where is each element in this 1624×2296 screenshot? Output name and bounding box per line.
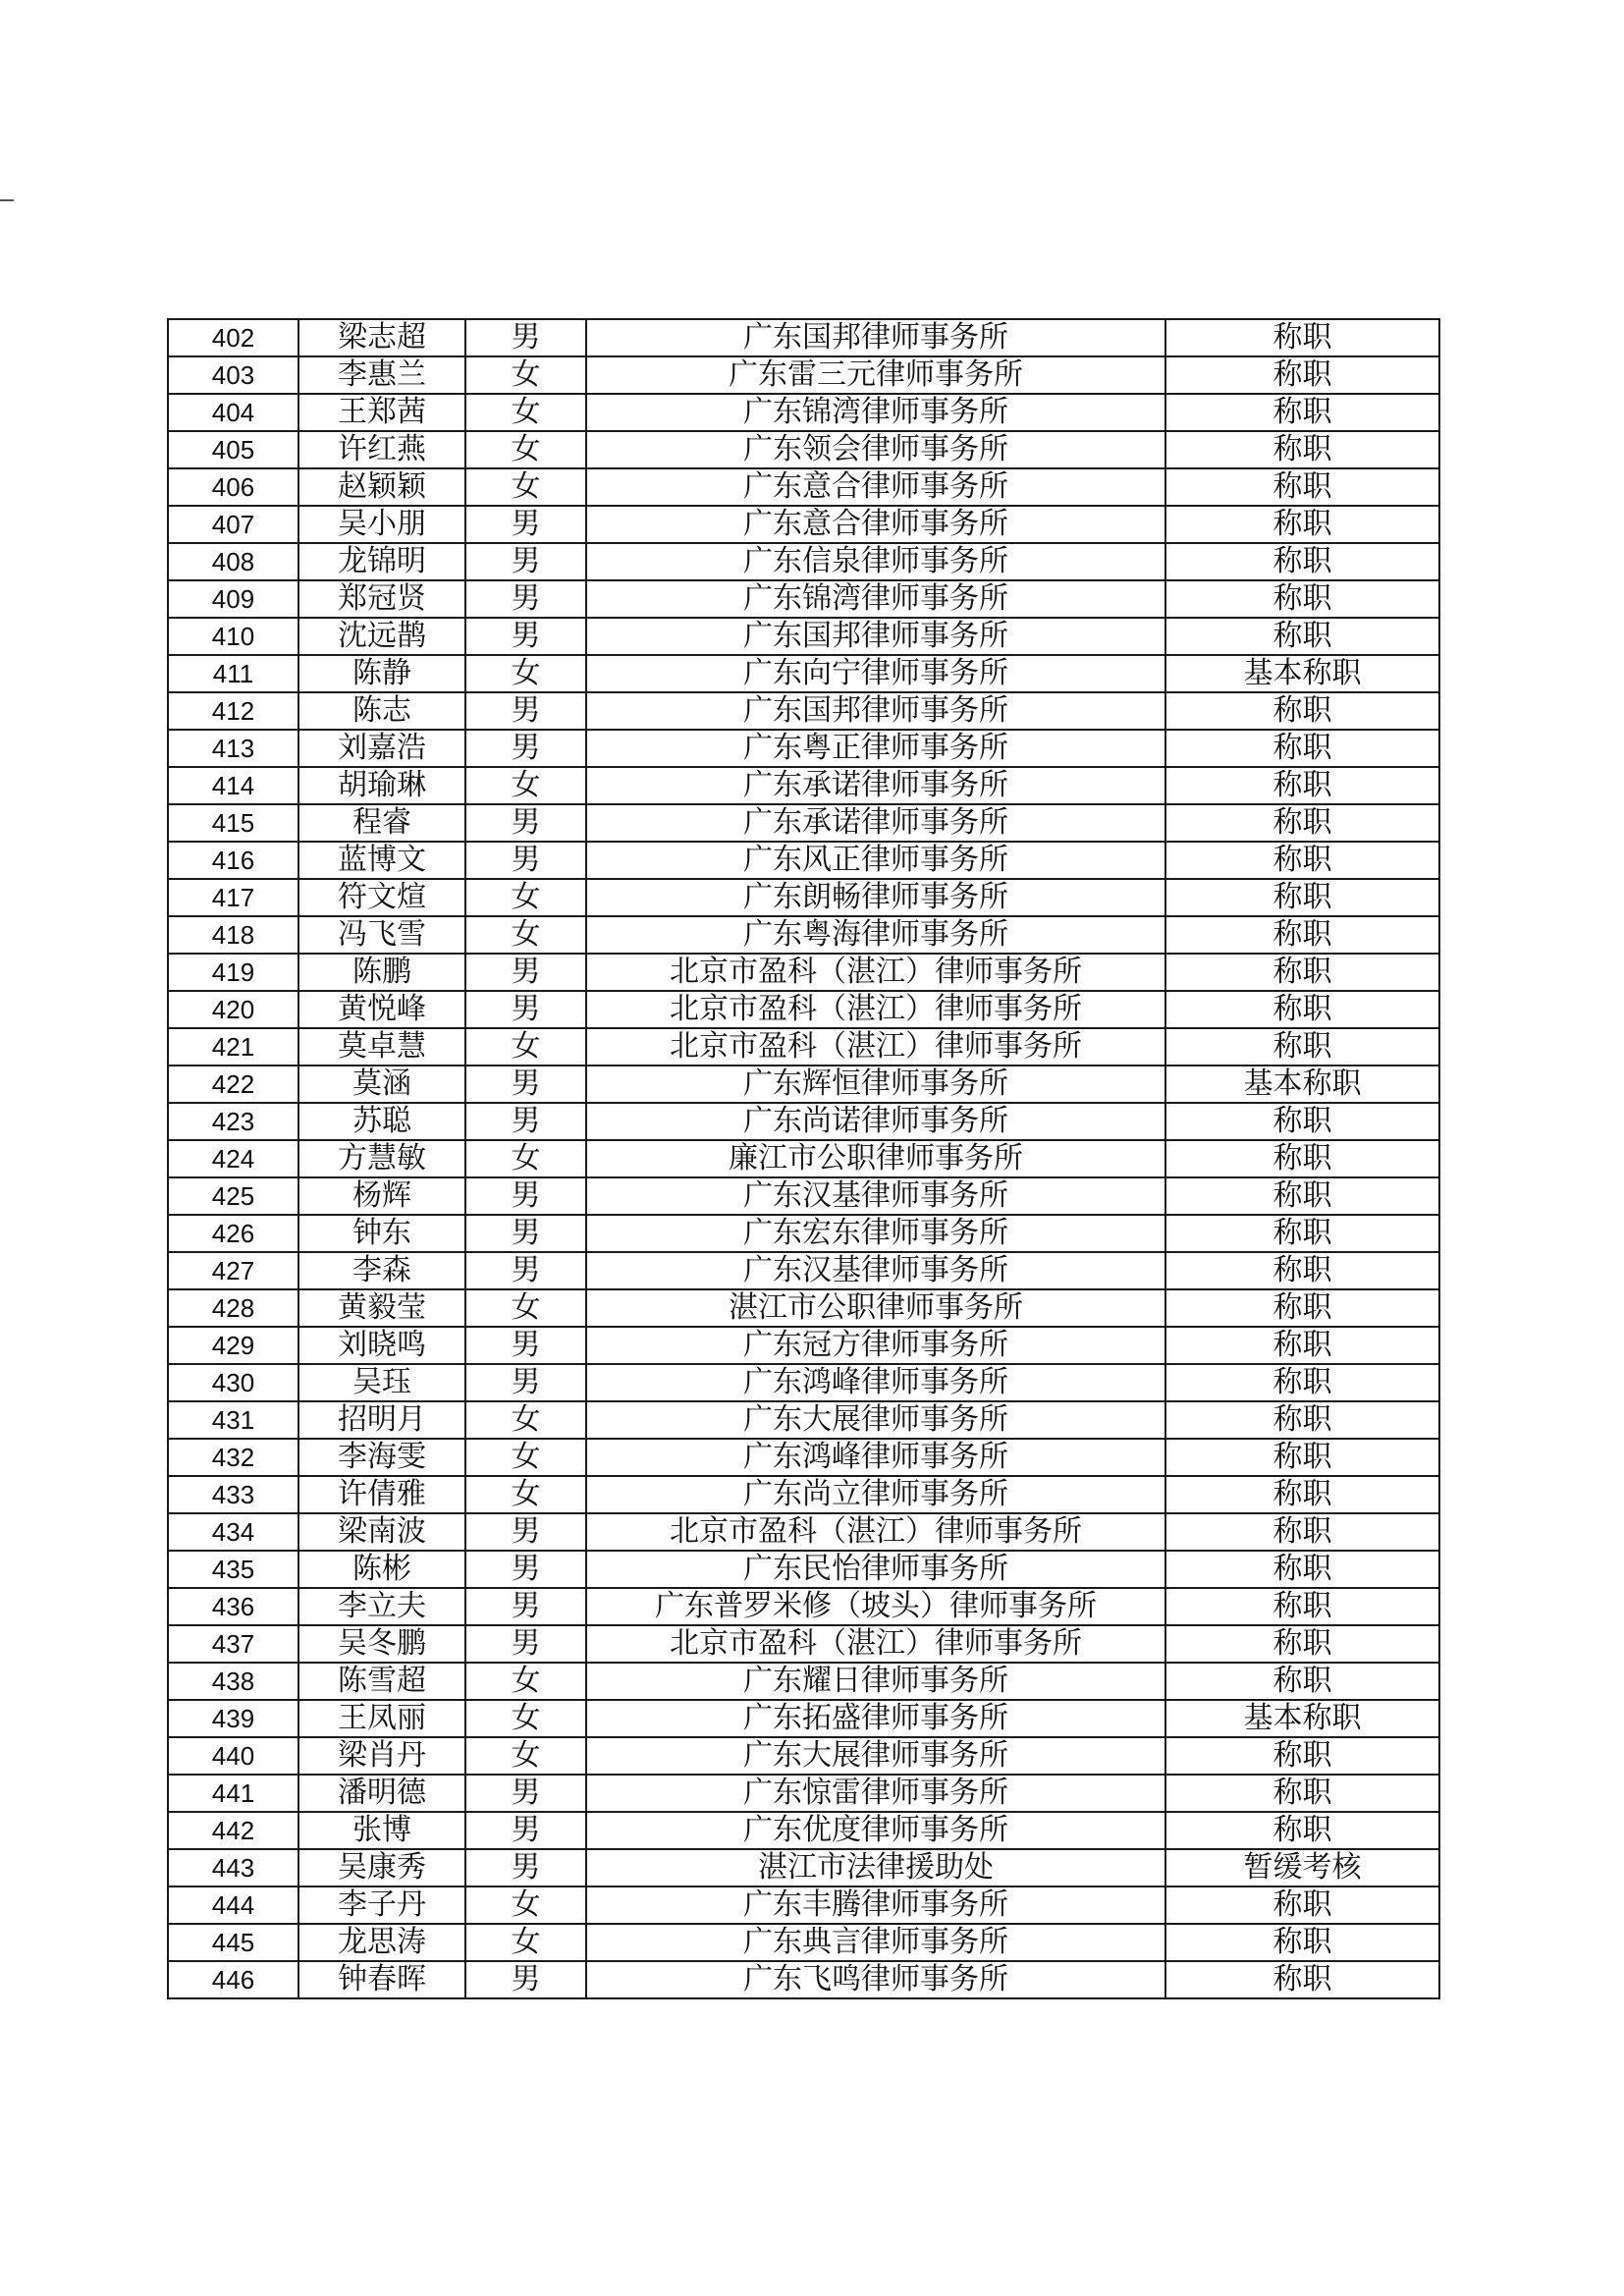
gender-cell: 男: [465, 618, 586, 655]
assessment-result-cell: 称职: [1165, 842, 1439, 879]
row-number-cell: 439: [168, 1700, 298, 1737]
gender-cell: 男: [465, 1961, 586, 1998]
row-number-cell: 422: [168, 1066, 298, 1103]
row-number-cell: 433: [168, 1476, 298, 1513]
table-row: [168, 1066, 1439, 1103]
table-body: [168, 319, 1439, 1998]
row-number-cell: 405: [168, 431, 298, 468]
name-cell: 张博: [298, 1812, 465, 1849]
name-cell: 钟春晖: [298, 1961, 465, 1998]
name-cell: 苏聪: [298, 1103, 465, 1140]
law-firm-cell: 广东雷三元律师事务所: [586, 356, 1165, 394]
gender-cell: 男: [465, 1215, 586, 1252]
row-number-cell: 438: [168, 1663, 298, 1700]
assessment-result-cell: 称职: [1165, 1439, 1439, 1476]
name-cell: 李森: [298, 1252, 465, 1289]
name-cell: 郑冠贤: [298, 580, 465, 618]
assessment-result-cell: 称职: [1165, 1140, 1439, 1177]
law-firm-cell: 广东宏东律师事务所: [586, 1215, 1165, 1252]
assessment-result-cell: 称职: [1165, 1252, 1439, 1289]
row-number-cell: 403: [168, 356, 298, 394]
name-cell: 潘明德: [298, 1775, 465, 1812]
name-cell: 梁肖丹: [298, 1737, 465, 1775]
row-number-cell: 428: [168, 1289, 298, 1327]
gender-cell: 女: [465, 468, 586, 506]
table-row: [168, 1140, 1439, 1177]
gender-cell: 男: [465, 804, 586, 842]
gender-cell: 男: [465, 1588, 586, 1625]
name-cell: 刘嘉浩: [298, 730, 465, 767]
law-firm-cell: 广东大展律师事务所: [586, 1737, 1165, 1775]
name-cell: 刘晓鸣: [298, 1327, 465, 1364]
table-row: [168, 1215, 1439, 1252]
name-cell: 黄毅莹: [298, 1289, 465, 1327]
assessment-result-cell: 称职: [1165, 1775, 1439, 1812]
gender-cell: 男: [465, 543, 586, 580]
law-firm-cell: 北京市盈科（湛江）律师事务所: [586, 1028, 1165, 1066]
table-row: [168, 319, 1439, 356]
law-firm-cell: 广东国邦律师事务所: [586, 319, 1165, 356]
gender-cell: 女: [465, 1886, 586, 1924]
table-row: [168, 618, 1439, 655]
gender-cell: 女: [465, 1140, 586, 1177]
name-cell: 陈雪超: [298, 1663, 465, 1700]
table-row: [168, 1961, 1439, 1998]
law-firm-cell: 广东尚诺律师事务所: [586, 1103, 1165, 1140]
assessment-result-cell: 称职: [1165, 1401, 1439, 1439]
row-number-cell: 408: [168, 543, 298, 580]
law-firm-cell: 广东意合律师事务所: [586, 506, 1165, 543]
gender-cell: 女: [465, 1737, 586, 1775]
row-number-cell: 409: [168, 580, 298, 618]
assessment-result-cell: 称职: [1165, 1215, 1439, 1252]
gender-cell: 男: [465, 842, 586, 879]
gender-cell: 女: [465, 655, 586, 692]
name-cell: 莫涵: [298, 1066, 465, 1103]
gender-cell: 男: [465, 1513, 586, 1551]
law-firm-cell: 北京市盈科（湛江）律师事务所: [586, 1625, 1165, 1663]
gender-cell: 男: [465, 1364, 586, 1401]
row-number-cell: 429: [168, 1327, 298, 1364]
table-row: [168, 842, 1439, 879]
gender-cell: 男: [465, 1551, 586, 1588]
name-cell: 许红燕: [298, 431, 465, 468]
law-firm-cell: 广东飞鸣律师事务所: [586, 1961, 1165, 1998]
row-number-cell: 435: [168, 1551, 298, 1588]
row-number-cell: 419: [168, 954, 298, 991]
table-row: [168, 1812, 1439, 1849]
assessment-result-cell: 基本称职: [1165, 1700, 1439, 1737]
row-number-cell: 416: [168, 842, 298, 879]
gender-cell: 男: [465, 1812, 586, 1849]
table-row: [168, 1401, 1439, 1439]
assessment-result-cell: 称职: [1165, 1812, 1439, 1849]
table-row: [168, 954, 1439, 991]
law-firm-cell: 广东鸿峰律师事务所: [586, 1439, 1165, 1476]
table-row: [168, 1737, 1439, 1775]
law-firm-cell: 廉江市公职律师事务所: [586, 1140, 1165, 1177]
table-row: [168, 1551, 1439, 1588]
gender-cell: 女: [465, 1663, 586, 1700]
law-firm-cell: 广东信泉律师事务所: [586, 543, 1165, 580]
law-firm-cell: 湛江市法律援助处: [586, 1849, 1165, 1886]
table-row: [168, 1625, 1439, 1663]
law-firm-cell: 广东朗畅律师事务所: [586, 879, 1165, 916]
assessment-result-cell: 称职: [1165, 1886, 1439, 1924]
name-cell: 陈彬: [298, 1551, 465, 1588]
row-number-cell: 404: [168, 394, 298, 431]
law-firm-cell: 广东丰腾律师事务所: [586, 1886, 1165, 1924]
assessment-result-cell: 称职: [1165, 1177, 1439, 1215]
row-number-cell: 440: [168, 1737, 298, 1775]
assessment-result-cell: 称职: [1165, 356, 1439, 394]
gender-cell: 女: [465, 394, 586, 431]
assessment-result-cell: 称职: [1165, 1327, 1439, 1364]
row-number-cell: 427: [168, 1252, 298, 1289]
law-firm-cell: 北京市盈科（湛江）律师事务所: [586, 991, 1165, 1028]
table-row: [168, 1103, 1439, 1140]
law-firm-cell: 北京市盈科（湛江）律师事务所: [586, 954, 1165, 991]
table-row: [168, 1476, 1439, 1513]
table-row: [168, 394, 1439, 431]
gender-cell: 女: [465, 1700, 586, 1737]
name-cell: 吴康秀: [298, 1849, 465, 1886]
law-firm-cell: 广东国邦律师事务所: [586, 618, 1165, 655]
name-cell: 程睿: [298, 804, 465, 842]
name-cell: 沈远鹊: [298, 618, 465, 655]
table-row: [168, 1252, 1439, 1289]
assessment-result-cell: 称职: [1165, 1364, 1439, 1401]
assessment-result-cell: 称职: [1165, 468, 1439, 506]
row-number-cell: 410: [168, 618, 298, 655]
table-row: [168, 1588, 1439, 1625]
name-cell: 陈志: [298, 692, 465, 730]
law-firm-cell: 广东鸿峰律师事务所: [586, 1364, 1165, 1401]
gender-cell: 男: [465, 580, 586, 618]
law-firm-cell: 广东民怡律师事务所: [586, 1551, 1165, 1588]
gender-cell: 女: [465, 1476, 586, 1513]
table-row: [168, 916, 1439, 954]
row-number-cell: 412: [168, 692, 298, 730]
table-row: [168, 804, 1439, 842]
name-cell: 吴小朋: [298, 506, 465, 543]
table-row: [168, 1513, 1439, 1551]
row-number-cell: 441: [168, 1775, 298, 1812]
table-row: [168, 1439, 1439, 1476]
assessment-result-cell: 称职: [1165, 618, 1439, 655]
name-cell: 李惠兰: [298, 356, 465, 394]
table-row: [168, 1700, 1439, 1737]
assessment-result-cell: 称职: [1165, 394, 1439, 431]
table-row: [168, 580, 1439, 618]
law-firm-cell: 湛江市公职律师事务所: [586, 1289, 1165, 1327]
row-number-cell: 444: [168, 1886, 298, 1924]
row-number-cell: 424: [168, 1140, 298, 1177]
table-row: [168, 468, 1439, 506]
assessment-result-cell: 称职: [1165, 991, 1439, 1028]
law-firm-cell: 广东辉恒律师事务所: [586, 1066, 1165, 1103]
gender-cell: 女: [465, 1028, 586, 1066]
row-number-cell: 425: [168, 1177, 298, 1215]
assessment-result-cell: 称职: [1165, 1476, 1439, 1513]
margin-tick-mark: [0, 199, 14, 201]
law-firm-cell: 广东普罗米修（坡头）律师事务所: [586, 1588, 1165, 1625]
law-firm-cell: 广东承诺律师事务所: [586, 767, 1165, 804]
assessment-result-cell: 称职: [1165, 1924, 1439, 1961]
row-number-cell: 442: [168, 1812, 298, 1849]
assessment-result-cell: 称职: [1165, 431, 1439, 468]
table-row: [168, 1924, 1439, 1961]
assessment-result-cell: 称职: [1165, 804, 1439, 842]
assessment-result-cell: 称职: [1165, 1961, 1439, 1998]
table-row: [168, 1364, 1439, 1401]
name-cell: 许倩雅: [298, 1476, 465, 1513]
gender-cell: 男: [465, 692, 586, 730]
gender-cell: 男: [465, 506, 586, 543]
law-firm-cell: 广东耀日律师事务所: [586, 1663, 1165, 1700]
name-cell: 梁志超: [298, 319, 465, 356]
name-cell: 赵颖颖: [298, 468, 465, 506]
table-row: [168, 991, 1439, 1028]
law-firm-cell: 广东优度律师事务所: [586, 1812, 1165, 1849]
gender-cell: 男: [465, 954, 586, 991]
gender-cell: 男: [465, 1177, 586, 1215]
assessment-result-cell: 基本称职: [1165, 655, 1439, 692]
row-number-cell: 402: [168, 319, 298, 356]
gender-cell: 男: [465, 1327, 586, 1364]
gender-cell: 女: [465, 431, 586, 468]
name-cell: 龙锦明: [298, 543, 465, 580]
assessment-result-cell: 称职: [1165, 1551, 1439, 1588]
assessment-result-cell: 称职: [1165, 692, 1439, 730]
table-row: [168, 767, 1439, 804]
assessment-result-cell: 称职: [1165, 506, 1439, 543]
law-firm-cell: 北京市盈科（湛江）律师事务所: [586, 1513, 1165, 1551]
assessment-result-cell: 称职: [1165, 1737, 1439, 1775]
assessment-result-cell: 称职: [1165, 730, 1439, 767]
assessment-result-cell: 称职: [1165, 1028, 1439, 1066]
name-cell: 王郑茜: [298, 394, 465, 431]
law-firm-cell: 广东典言律师事务所: [586, 1924, 1165, 1961]
name-cell: 吴珏: [298, 1364, 465, 1401]
name-cell: 黄悦峰: [298, 991, 465, 1028]
assessment-result-cell: 称职: [1165, 580, 1439, 618]
name-cell: 冯飞雪: [298, 916, 465, 954]
table-row: [168, 543, 1439, 580]
law-firm-cell: 广东承诺律师事务所: [586, 804, 1165, 842]
assessment-result-cell: 称职: [1165, 543, 1439, 580]
assessment-result-cell: 称职: [1165, 1289, 1439, 1327]
assessment-result-cell: 称职: [1165, 1625, 1439, 1663]
row-number-cell: 420: [168, 991, 298, 1028]
assessment-result-cell: 基本称职: [1165, 1066, 1439, 1103]
name-cell: 蓝博文: [298, 842, 465, 879]
law-firm-cell: 广东国邦律师事务所: [586, 692, 1165, 730]
gender-cell: 男: [465, 1252, 586, 1289]
row-number-cell: 418: [168, 916, 298, 954]
row-number-cell: 413: [168, 730, 298, 767]
gender-cell: 女: [465, 356, 586, 394]
name-cell: 陈静: [298, 655, 465, 692]
table-row: [168, 879, 1439, 916]
law-firm-cell: 广东粤海律师事务所: [586, 916, 1165, 954]
table-row: [168, 1849, 1439, 1886]
name-cell: 杨辉: [298, 1177, 465, 1215]
name-cell: 梁南波: [298, 1513, 465, 1551]
law-firm-cell: 广东拓盛律师事务所: [586, 1700, 1165, 1737]
gender-cell: 女: [465, 879, 586, 916]
table-row: [168, 506, 1439, 543]
law-firm-cell: 广东大展律师事务所: [586, 1401, 1165, 1439]
table-row: [168, 431, 1439, 468]
law-firm-cell: 广东惊雷律师事务所: [586, 1775, 1165, 1812]
law-firm-cell: 广东汉基律师事务所: [586, 1252, 1165, 1289]
name-cell: 胡瑜琳: [298, 767, 465, 804]
row-number-cell: 414: [168, 767, 298, 804]
law-firm-cell: 广东汉基律师事务所: [586, 1177, 1165, 1215]
gender-cell: 男: [465, 730, 586, 767]
row-number-cell: 443: [168, 1849, 298, 1886]
assessment-result-cell: 暂缓考核: [1165, 1849, 1439, 1886]
row-number-cell: 426: [168, 1215, 298, 1252]
lawyer-assessment-table: [167, 318, 1440, 1999]
gender-cell: 女: [465, 916, 586, 954]
gender-cell: 女: [465, 1439, 586, 1476]
table-row: [168, 356, 1439, 394]
table-row: [168, 692, 1439, 730]
gender-cell: 男: [465, 1625, 586, 1663]
name-cell: 李立夫: [298, 1588, 465, 1625]
table-row: [168, 1289, 1439, 1327]
gender-cell: 女: [465, 1924, 586, 1961]
law-firm-cell: 广东向宁律师事务所: [586, 655, 1165, 692]
assessment-result-cell: 称职: [1165, 1513, 1439, 1551]
name-cell: 龙思涛: [298, 1924, 465, 1961]
name-cell: 陈鹏: [298, 954, 465, 991]
table-row: [168, 1775, 1439, 1812]
assessment-result-cell: 称职: [1165, 916, 1439, 954]
table-row: [168, 730, 1439, 767]
name-cell: 莫卓慧: [298, 1028, 465, 1066]
assessment-result-cell: 称职: [1165, 879, 1439, 916]
gender-cell: 男: [465, 1066, 586, 1103]
name-cell: 符文煊: [298, 879, 465, 916]
gender-cell: 男: [465, 991, 586, 1028]
row-number-cell: 407: [168, 506, 298, 543]
name-cell: 李海雯: [298, 1439, 465, 1476]
row-number-cell: 432: [168, 1439, 298, 1476]
assessment-result-cell: 称职: [1165, 767, 1439, 804]
row-number-cell: 415: [168, 804, 298, 842]
name-cell: 王凤丽: [298, 1700, 465, 1737]
law-firm-cell: 广东意合律师事务所: [586, 468, 1165, 506]
table-row: [168, 1028, 1439, 1066]
gender-cell: 女: [465, 1401, 586, 1439]
table-row: [168, 1327, 1439, 1364]
row-number-cell: 421: [168, 1028, 298, 1066]
assessment-result-cell: 称职: [1165, 954, 1439, 991]
row-number-cell: 417: [168, 879, 298, 916]
row-number-cell: 431: [168, 1401, 298, 1439]
name-cell: 李子丹: [298, 1886, 465, 1924]
gender-cell: 女: [465, 767, 586, 804]
row-number-cell: 446: [168, 1961, 298, 1998]
row-number-cell: 430: [168, 1364, 298, 1401]
table-row: [168, 1886, 1439, 1924]
assessment-result-cell: 称职: [1165, 1663, 1439, 1700]
law-firm-cell: 广东粤正律师事务所: [586, 730, 1165, 767]
gender-cell: 女: [465, 1289, 586, 1327]
assessment-result-cell: 称职: [1165, 1588, 1439, 1625]
table-row: [168, 655, 1439, 692]
law-firm-cell: 广东尚立律师事务所: [586, 1476, 1165, 1513]
gender-cell: 男: [465, 1849, 586, 1886]
law-firm-cell: 广东风正律师事务所: [586, 842, 1165, 879]
row-number-cell: 437: [168, 1625, 298, 1663]
row-number-cell: 434: [168, 1513, 298, 1551]
name-cell: 方慧敏: [298, 1140, 465, 1177]
row-number-cell: 411: [168, 655, 298, 692]
row-number-cell: 406: [168, 468, 298, 506]
law-firm-cell: 广东锦湾律师事务所: [586, 580, 1165, 618]
assessment-result-cell: 称职: [1165, 319, 1439, 356]
name-cell: 吴冬鹏: [298, 1625, 465, 1663]
row-number-cell: 445: [168, 1924, 298, 1961]
gender-cell: 男: [465, 1103, 586, 1140]
assessment-result-cell: 称职: [1165, 1103, 1439, 1140]
table-row: [168, 1177, 1439, 1215]
gender-cell: 男: [465, 319, 586, 356]
law-firm-cell: 广东锦湾律师事务所: [586, 394, 1165, 431]
law-firm-cell: 广东冠方律师事务所: [586, 1327, 1165, 1364]
gender-cell: 男: [465, 1775, 586, 1812]
row-number-cell: 423: [168, 1103, 298, 1140]
table-row: [168, 1663, 1439, 1700]
row-number-cell: 436: [168, 1588, 298, 1625]
law-firm-cell: 广东领会律师事务所: [586, 431, 1165, 468]
name-cell: 招明月: [298, 1401, 465, 1439]
name-cell: 钟东: [298, 1215, 465, 1252]
